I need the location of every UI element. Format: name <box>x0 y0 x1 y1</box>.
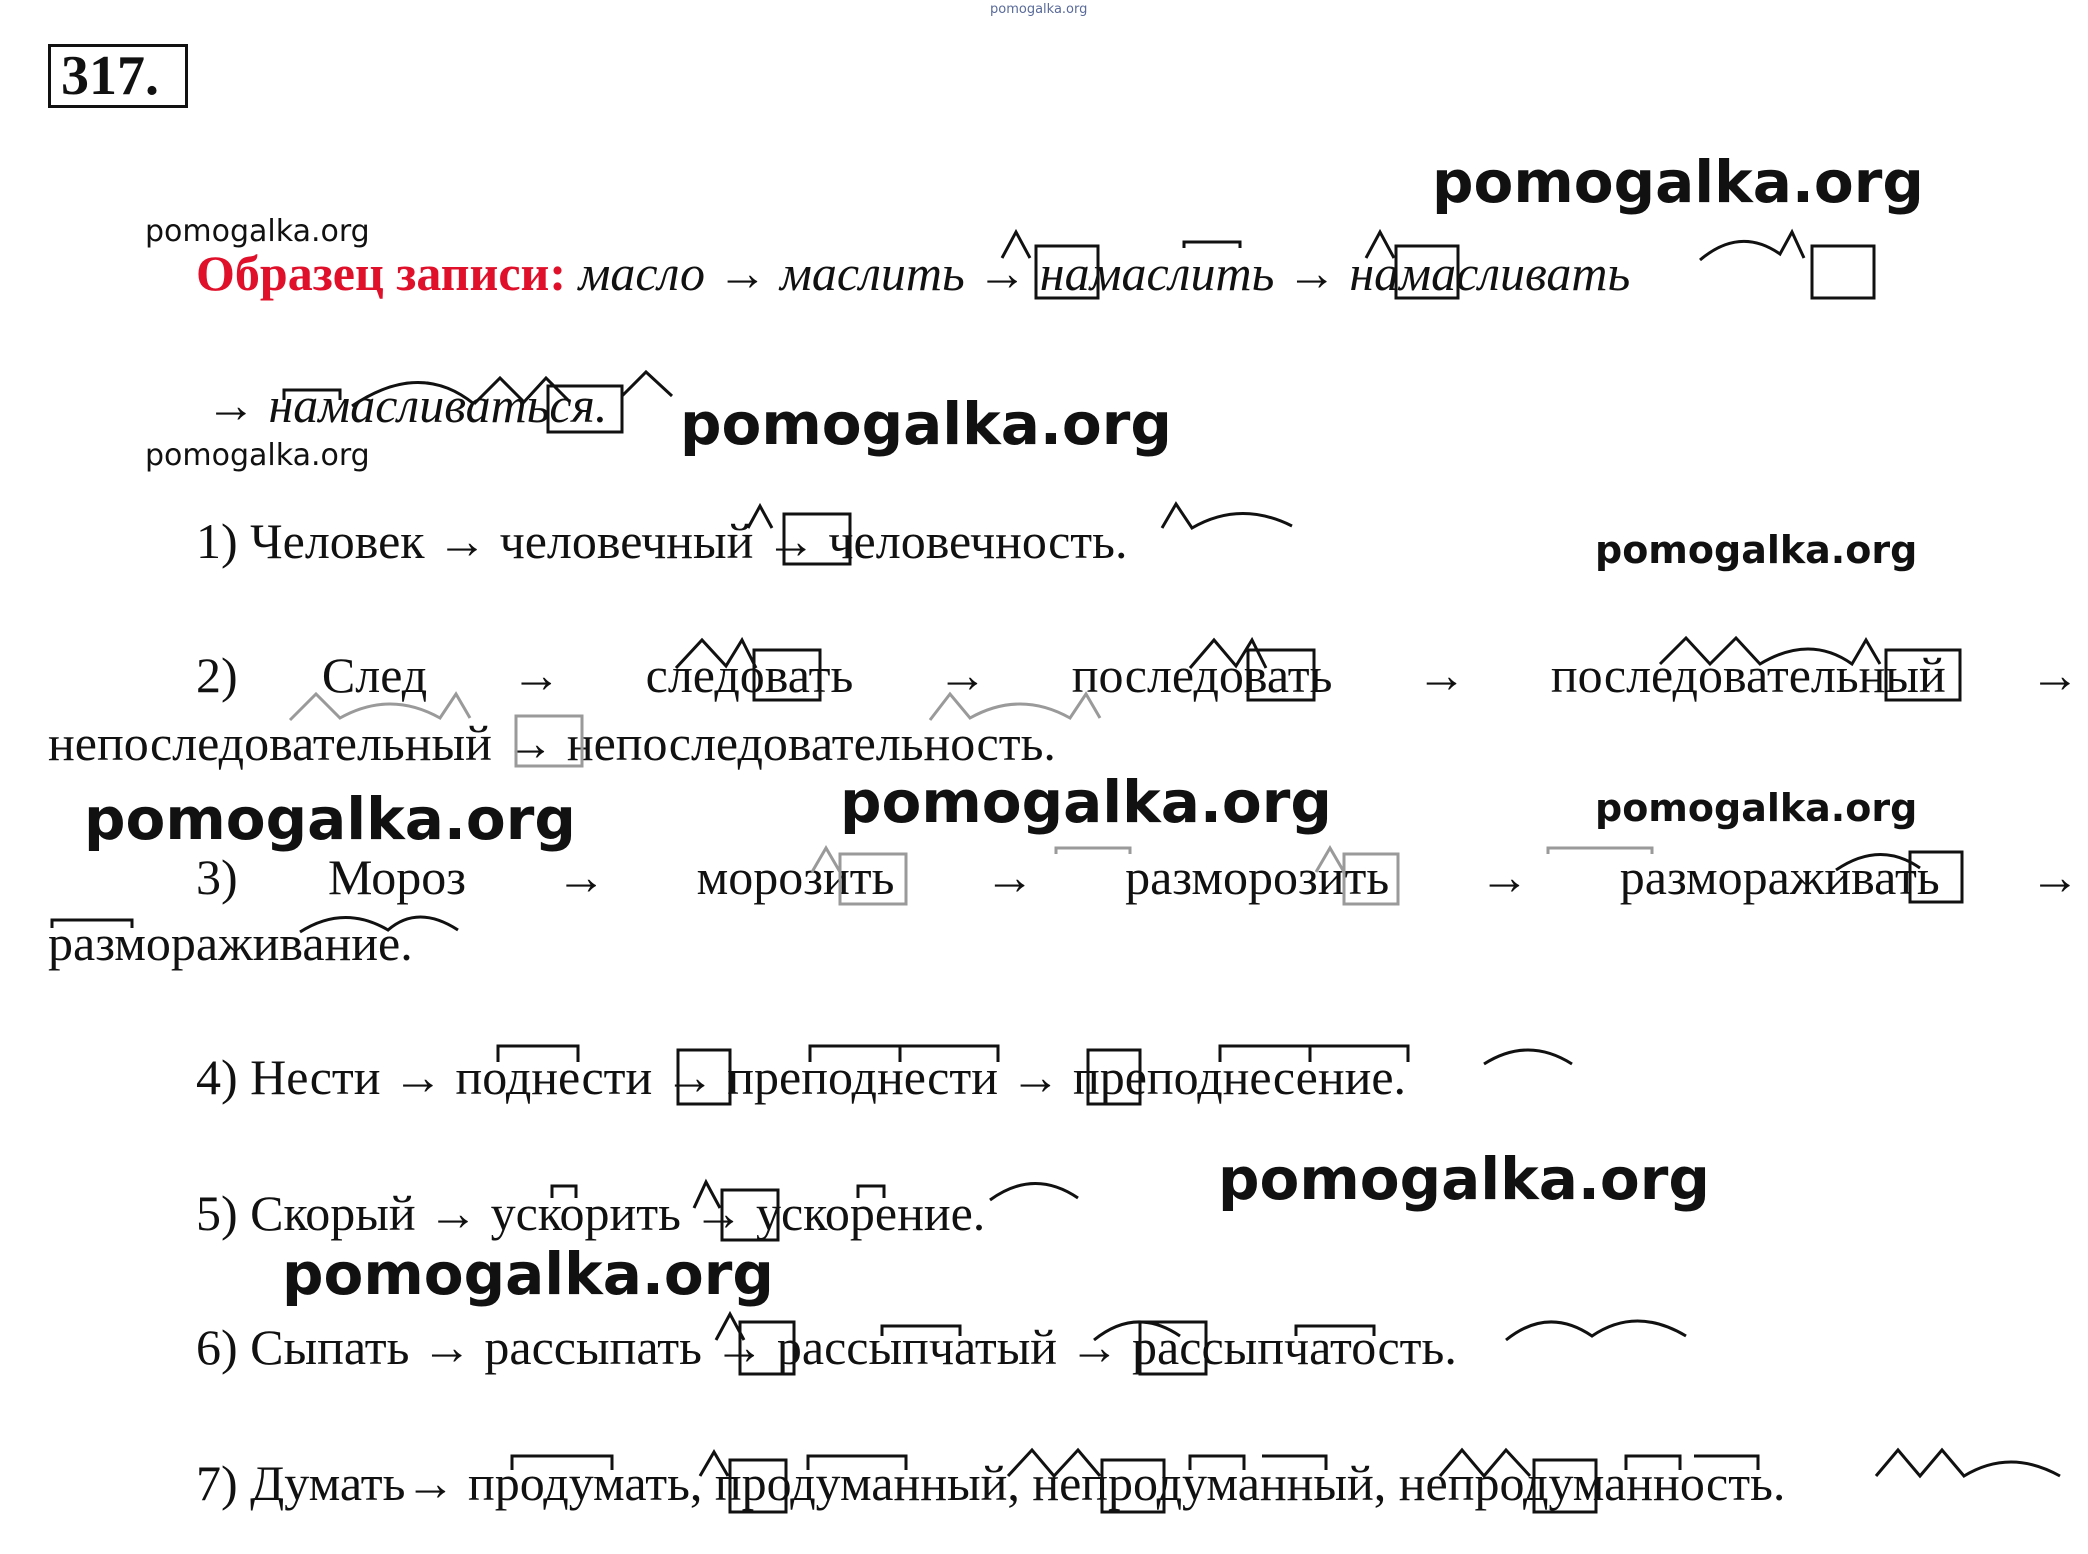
watermark: pomogalka.org <box>1432 148 1924 216</box>
watermark: pomogalka.org <box>680 390 1172 458</box>
sample-line-2: → намасливаться. <box>206 377 608 433</box>
suffix-arc <box>1700 232 1804 260</box>
suffix-arc <box>1876 1450 2060 1476</box>
watermark: pomogalka.org <box>145 214 370 249</box>
sample-chain: масло → маслить → намаслить → намасливать <box>578 245 1631 301</box>
watermark: pomogalka.org <box>145 438 370 473</box>
exercise-number: 317. <box>48 44 188 108</box>
item-4: 4) Нести → поднести → преподнести → преподнесение. <box>196 1049 1407 1105</box>
sample-title: Образец записи: <box>196 245 566 301</box>
item-7: 7) Думать→ продумать, продуманный, непродуманный, непродуманность. <box>196 1455 1786 1511</box>
watermark: pomogalka.org <box>1595 528 1918 572</box>
postfix-arc <box>622 372 672 396</box>
watermark: pomogalka.org <box>1218 1145 1710 1213</box>
watermark: pomogalka.org <box>84 785 576 853</box>
sample-line-1 <box>196 245 1631 301</box>
item-6: 6) Сыпать → рассыпать → рассыпчатый → рассыпчатость. <box>196 1319 1457 1375</box>
suffix-arc <box>1506 1321 1686 1340</box>
item-2: 2) След → следовать → последовать → последовательный → <box>196 647 2080 703</box>
watermark-top: pomogalka.org <box>990 2 1088 17</box>
suffix-arc <box>990 1183 1078 1200</box>
watermark: pomogalka.org <box>282 1240 774 1308</box>
suffix-arc <box>1162 504 1292 528</box>
suffix-arc <box>1484 1050 1572 1064</box>
ending-box <box>1812 246 1874 298</box>
item-1: 1) Человек → человечный → человечность. <box>196 513 1128 569</box>
item-3: 3) Мороз → морозить → разморозить → размораживать → <box>196 849 2080 905</box>
watermark: pomogalka.org <box>840 768 1332 836</box>
item-3-cont: размораживание. <box>48 915 413 971</box>
item-2-cont: непоследовательный → непоследовательность. <box>48 715 1056 771</box>
watermark: pomogalka.org <box>1595 786 1918 830</box>
item-5: 5) Скорый → ускорить → ускорение. <box>196 1185 986 1241</box>
